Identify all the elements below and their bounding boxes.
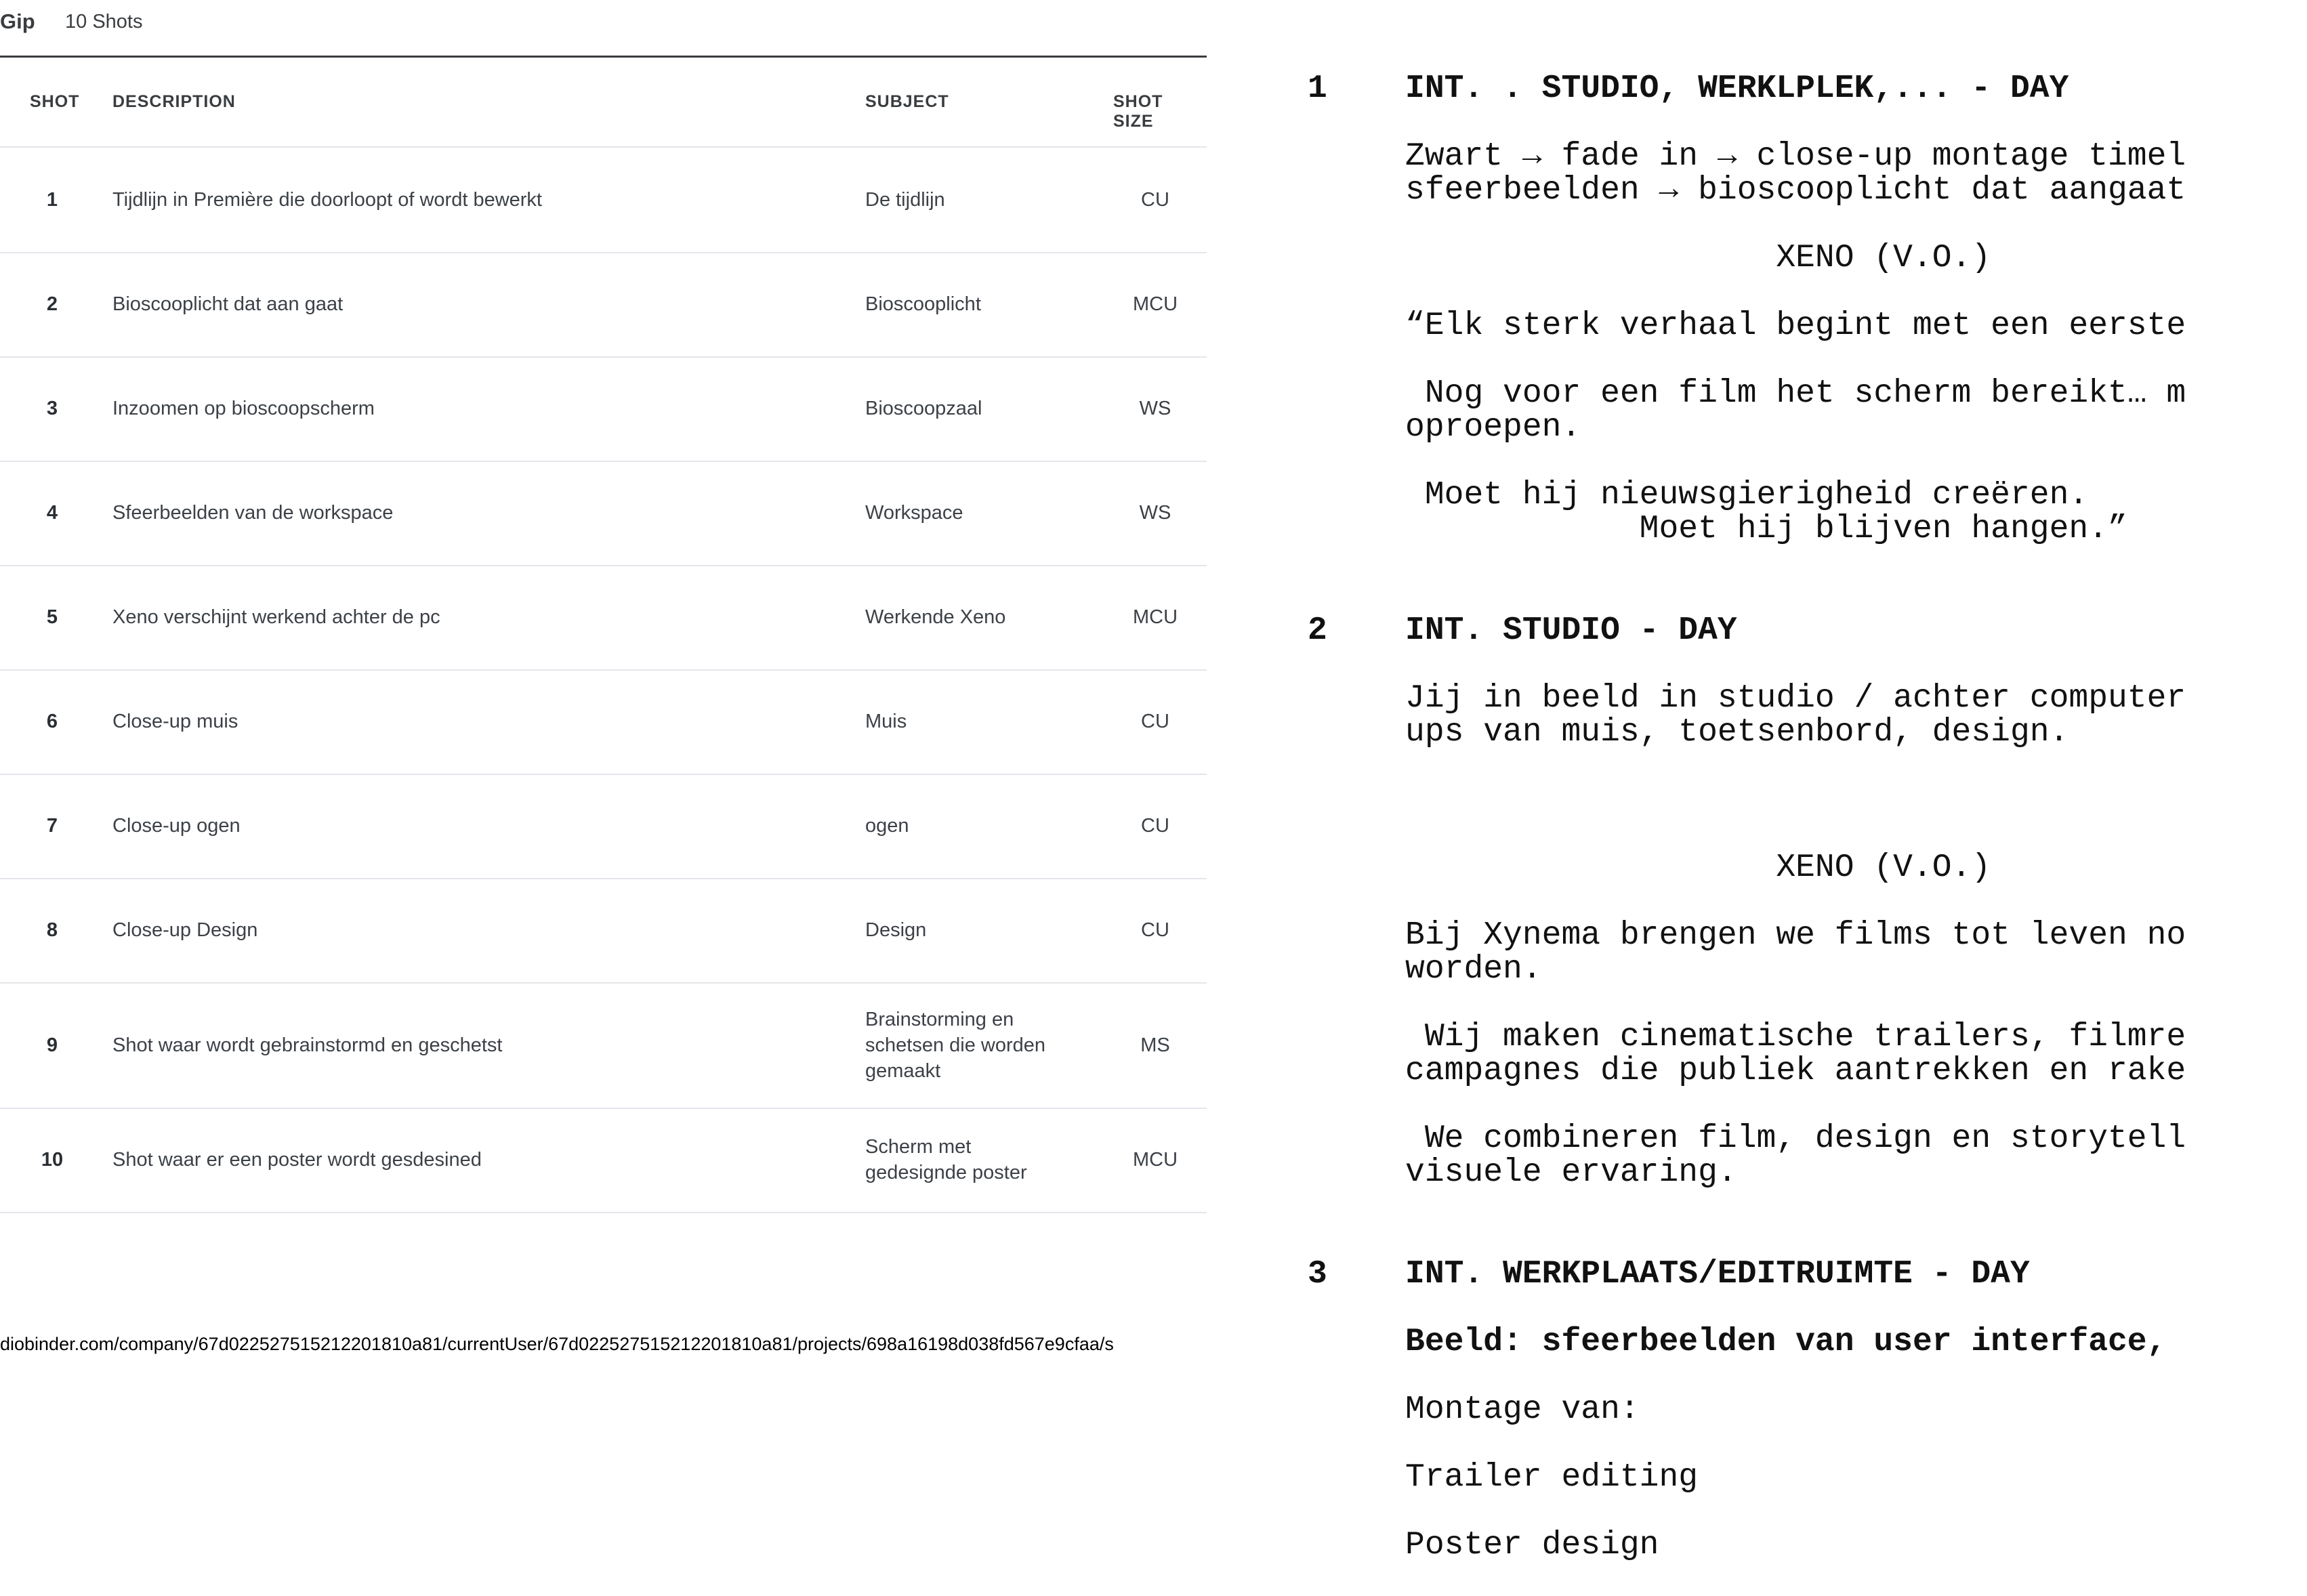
shot-subject-line: Scherm met — [865, 1136, 972, 1158]
shot-subject-line: Design — [865, 919, 927, 941]
shot-description: Xeno verschijnt werkend achter de pc — [112, 606, 440, 628]
shot-size: MCU — [1132, 1149, 1178, 1171]
shot-size: CU — [1141, 919, 1169, 941]
shot-subject-line: ogen — [865, 815, 909, 837]
shot-number: 3 — [46, 398, 58, 419]
shot-size: WS — [1139, 502, 1171, 524]
script-line: sfeerbeelden → bioscooplicht dat aangaat — [1308, 172, 2186, 209]
shot-subject — [865, 604, 1089, 630]
shot-subject — [865, 917, 1089, 943]
shot-subject-line: schetsen die worden — [865, 1034, 1045, 1056]
shot-subject-line: Bioscooplicht — [865, 293, 981, 315]
script-line: Bij Xynema brengen we films tot leven no — [1308, 917, 2186, 954]
shot-size: CU — [1141, 189, 1169, 211]
column-header-shot-size[interactable]: SHOT SIZE — [1113, 92, 1163, 131]
shot-number: 2 — [46, 293, 58, 315]
scene-heading: 3 INT. WERKPLAATS/EDITRUIMTE - DAY — [1308, 1256, 2030, 1293]
shot-subject — [865, 500, 1089, 526]
shot-number: 1 — [46, 189, 58, 211]
shot-subject-line: gedesignde poster — [865, 1162, 1027, 1183]
script-line: Wij maken cinematische trailers, filmre — [1308, 1019, 2186, 1055]
column-header-shot[interactable]: SHOT — [30, 92, 80, 111]
shot-subject-line: Werkende Xeno — [865, 606, 1006, 628]
shot-number: 5 — [46, 606, 58, 628]
shot-subject — [865, 291, 1089, 317]
page-url-footer: diobinder.com/company/67d022527515212201810a81/currentUser/67d022527515212201810a81/projects/698a16198d038fd567e9cfaa/s — [0, 1334, 1114, 1354]
project-title: Gip — [0, 9, 35, 33]
shot-subject — [865, 1007, 1089, 1084]
shot-subject — [865, 813, 1089, 839]
shot-description: Close-up Design — [112, 919, 258, 941]
shot-row[interactable] — [0, 565, 1207, 671]
shot-subject-line: Muis — [865, 711, 907, 732]
shot-row[interactable] — [0, 774, 1207, 879]
shot-subject — [865, 709, 1089, 734]
shot-row[interactable] — [0, 982, 1207, 1109]
shot-description: Sfeerbeelden van de workspace — [112, 502, 394, 524]
shot-number: 7 — [46, 815, 58, 837]
script-line: XENO (V.O.) — [1308, 849, 1991, 886]
script-line: campagnes die publiek aantrekken en rake — [1308, 1053, 2186, 1089]
shot-number: 9 — [46, 1034, 58, 1056]
shot-size: WS — [1139, 398, 1171, 419]
shot-row[interactable] — [0, 148, 1207, 253]
shot-row[interactable] — [0, 1108, 1207, 1213]
script-line: Zwart → fade in → close-up montage timel — [1308, 138, 2186, 175]
column-header-description[interactable]: DESCRIPTION — [112, 92, 236, 111]
script-line: Nog voor een film het scherm bereikt… m — [1308, 375, 2186, 412]
script-line: Montage van: — [1308, 1391, 1640, 1428]
shot-size: MS — [1140, 1034, 1170, 1056]
script-line: ups van muis, toetsenbord, design. — [1308, 714, 2069, 751]
shot-list-header — [0, 0, 1207, 58]
shot-row[interactable] — [0, 878, 1207, 984]
script-line: Moet hij blijven hangen.” — [1308, 511, 2127, 547]
shot-row[interactable] — [0, 669, 1207, 775]
script-line: Poster design — [1308, 1527, 1659, 1563]
shot-description: Tijdlijn in Première die doorloopt of wordt bewerkt — [112, 189, 542, 211]
script-line: Moet hij nieuwsgierigheid creëren. — [1308, 477, 2089, 513]
shot-subject-line: Bioscoopzaal — [865, 398, 982, 419]
scene-heading: 2 INT. STUDIO - DAY — [1308, 612, 1737, 649]
shot-subject-line: De tijdlijn — [865, 189, 945, 211]
shot-number: 8 — [46, 919, 58, 941]
shot-row[interactable] — [0, 356, 1207, 462]
shot-count: 10 Shots — [65, 11, 143, 33]
script-line: oproepen. — [1308, 409, 1581, 446]
script-line: Jij in beeld in studio / achter computer — [1308, 680, 2186, 717]
shot-number: 10 — [41, 1149, 64, 1171]
shot-number: 6 — [46, 711, 58, 732]
shot-subject — [865, 187, 1089, 213]
script-line: XENO (V.O.) — [1308, 240, 1991, 276]
shot-row[interactable] — [0, 461, 1207, 566]
shot-description: Close-up ogen — [112, 815, 241, 837]
shot-subject — [865, 396, 1089, 421]
script-line: worden. — [1308, 951, 1542, 988]
column-header-subject[interactable]: SUBJECT — [865, 92, 949, 111]
scene-heading: Beeld: sfeerbeelden van user interface, — [1308, 1324, 2186, 1360]
shot-description: Bioscooplicht dat aan gaat — [112, 293, 344, 315]
script-line: “Elk sterk verhaal begint met een eerste — [1308, 308, 2186, 344]
shot-subject-line: gemaakt — [865, 1059, 941, 1082]
scene-heading: 1 INT. . STUDIO, WERKLPLEK,... - DAY — [1308, 70, 2069, 107]
screenplay-panel — [1308, 0, 2307, 1596]
shot-subject — [865, 1134, 1089, 1185]
shot-description: Shot waar er een poster wordt gesdesined — [112, 1149, 482, 1171]
shot-description: Shot waar wordt gebrainstormd en geschetst — [112, 1034, 503, 1056]
shot-description: Close-up muis — [112, 711, 238, 732]
script-line: Trailer editing — [1308, 1459, 1699, 1496]
shot-size: CU — [1141, 815, 1169, 837]
shot-subject-line: Brainstorming en — [865, 1008, 1014, 1030]
shot-subject-line: Workspace — [865, 502, 963, 524]
shot-size: MCU — [1132, 606, 1178, 628]
shot-size: CU — [1141, 711, 1169, 732]
script-line: We combineren film, design en storytell — [1308, 1120, 2186, 1157]
shot-size: MCU — [1132, 293, 1178, 315]
shot-number: 4 — [46, 502, 58, 524]
script-line: visuele ervaring. — [1308, 1154, 1737, 1191]
shot-row[interactable] — [0, 252, 1207, 358]
shot-description: Inzoomen op bioscoopscherm — [112, 398, 375, 419]
